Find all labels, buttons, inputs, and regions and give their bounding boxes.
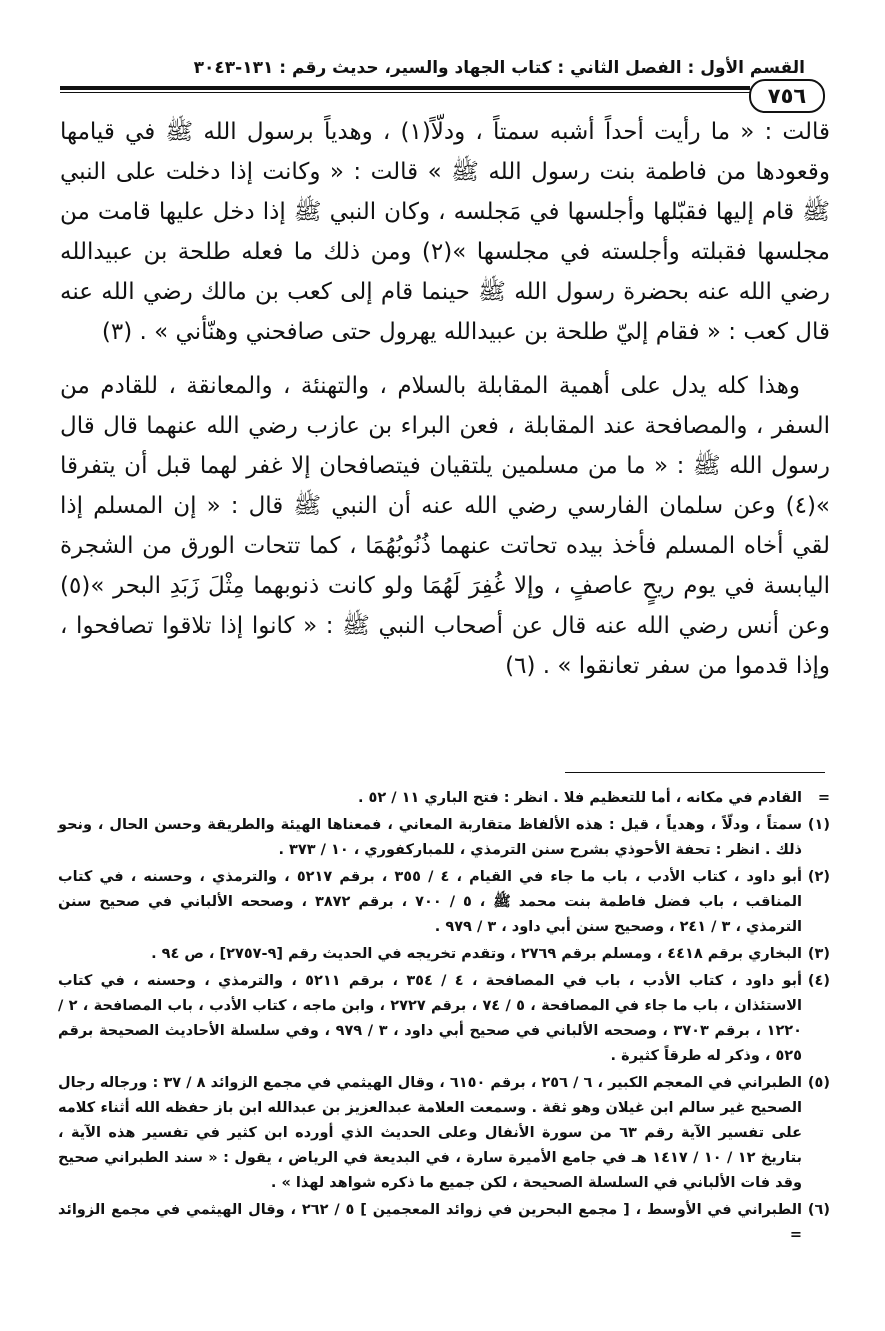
footnote-text: أبو داود ، كتاب الأدب ، باب في المصافحة ، ٤ / ٣٥٤ ، برقم ٥٢١١ ، والترمذي ، وحسنه ، في كتاب الاستئذان ، باب ما جاء في المصافحة ، ٥ / ٧٤ ، برقم ٢٧٢٧ ، وابن ماجه ، كتاب الأدب ، باب المصافحة ، ٢ / ١٢٢٠ ، برقم ٣٧٠٣ ، وصححه الألباني في صحيح أبي داود ، ٣ / ٩٧٩ ، وفي سلسلة الأحاديث الصحيحة برقم ٥٢٥ ، وذكر له طرقاً كثيرة .	[58, 973, 802, 1064]
footnote-marker: (٤)	[807, 973, 830, 989]
footnote-2	[58, 865, 830, 940]
footnote-text: القادم في مكانه ، أما للتعظيم فلا . انظر : فتح الباري ١١ / ٥٢ .	[357, 790, 802, 806]
footnote-5	[58, 1071, 830, 1196]
footnote-1	[58, 813, 830, 863]
footnote-marker: (٦)	[807, 1202, 830, 1218]
footnote-6	[58, 1198, 830, 1248]
footnotes	[58, 786, 830, 1250]
page-number-badge: ٧٥٦	[749, 79, 825, 113]
footnote-text: البخاري برقم ٤٤١٨ ، ومسلم برقم ٢٧٦٩ ، وتقدم تخريجه في الحديث رقم [٩-٢٧٥٧] ، ص ٩٤ .	[151, 946, 802, 962]
body-paragraph-2: وهذا كله يدل على أهمية المقابلة بالسلام ، والتهنئة ، والمعانقة ، للقادم من السفر ، والمصافحة عند المقابلة ، فعن البراء بن عازب رضي الله عنهما قال قال رسول الله ﷺ : « ما من مسلمين يلتقيان فيتصافحان إلا غفر لهما قبل أن يتفرقا »(٤) وعن سلمان الفارسي رضي الله عنه أن النبي ﷺ قال : « إن المسلم إذا لقي أخاه المسلم فأخذ بيده تحاتت عنهما ذُنُوبُهُمَا ، كما تتحات الورق من الشجرة اليابسة في يوم ريحٍ عاصفٍ ، وإلا غُفِرَ لَهُمَا ولو كانت ذنوبهما مِثْلَ زَبَدِ البحر »(٥) وعن أنس رضي الله عنه قال عن أصحاب النبي ﷺ : « كانوا إذا تلاقوا تصافحوا ، وإذا قدموا من سفر تعانقوا » . (٦)	[60, 373, 830, 679]
footnote-marker: =	[817, 790, 830, 806]
footnote-continued	[58, 786, 830, 811]
header-rule-thin	[60, 92, 750, 93]
footnote-text: أبو داود ، كتاب الأدب ، باب ما جاء في القيام ، ٤ / ٣٥٥ ، برقم ٥٢١٧ ، والترمذي ، وحسنه ، في كتاب المناقب ، باب فضل فاطمة بنت محمد ﷺ ، ٥ / ٧٠٠ ، برقم ٣٨٧٢ ، وصححه الألباني في صحيح سنن الترمذي ، ٣ / ٢٤١ ، وصحيح سنن أبي داود ، ٣ / ٩٧٩ .	[58, 869, 802, 935]
footnote-marker: (٢)	[807, 869, 830, 885]
footnote-text: سمتاً ، ودلّاً ، وهدياً ، قيل : هذه الألفاظ متقاربة المعاني ، فمعناها الهيئة والطريقة وحسن الحال ، ونحو ذلك . انظر : تحفة الأحوذي بشرح سنن الترمذي ، للمباركفوري ، ١٠ / ٣٧٣ .	[58, 817, 802, 858]
body-paragraph-1: قالت : « ما رأيت أحداً أشبه سمتاً ، ودلّاً(١) ، وهدياً برسول الله ﷺ في قيامها وقعودها من فاطمة بنت رسول الله ﷺ » قالت : « وكانت إذا دخلت على النبي ﷺ قام إليها فقبّلها وأجلسها في مَجلسه ، وكان النبي ﷺ إذا دخل عليها قامت من مجلسها فقبلته وأجلسته في مجلسها »(٢) ومن ذلك ما فعله طلحة بن عبيدالله رضي الله عنه بحضرة رسول الله ﷺ حينما قام إلى كعب بن مالك رضي الله عنه قال كعب : « فقام إليّ طلحة بن عبيدالله يهرول حتى صافحني وهنّأني » . (٣)	[60, 119, 830, 345]
footnote-separator	[565, 772, 825, 773]
footnote-text: الطبراني في الأوسط ، [ مجمع البحرين في زوائد المعجمين ] ٥ / ٢٦٢ ، وقال الهيثمي في مجمع الزوائد =	[58, 1202, 802, 1243]
header-rule-thick	[60, 86, 750, 90]
footnote-marker: (٥)	[807, 1075, 830, 1091]
footnote-3	[58, 942, 830, 967]
footnote-4	[58, 969, 830, 1069]
footnote-marker: (١)	[807, 817, 830, 833]
header-rule	[60, 82, 750, 96]
footnote-marker: (٣)	[807, 946, 830, 962]
main-text	[60, 112, 830, 700]
running-header: القسم الأول : الفصل الثاني : كتاب الجهاد والسير، حديث رقم : ١٣١-٣٠٤٣	[193, 58, 805, 78]
footnote-text: الطبراني في المعجم الكبير ، ٦ / ٢٥٦ ، برقم ٦١٥٠ ، وقال الهيثمي في مجمع الزوائد ٨ / ٣٧ : ورجاله رجال الصحيح غير سالم ابن غيلان وهو ثقة . وسمعت العلامة عبدالعزيز بن عبدالله ابن باز حفظه الله أثناء كلامه على تفسير الآية رقم ٦٣ من سورة الأنفال وعلى الحديث الذي أورده ابن كثير في تفسير هذه الآية ، بتاريخ ١٢ / ١٠ / ١٤١٧ هـ في جامع الأميرة سارة ، في البديعة في الرياض ، يقول : « سند الطبراني صحيح وقد فات الألباني في السلسلة الصحيحة ، لكن جميع ما ذكره شواهد لهذا » .	[58, 1075, 802, 1191]
